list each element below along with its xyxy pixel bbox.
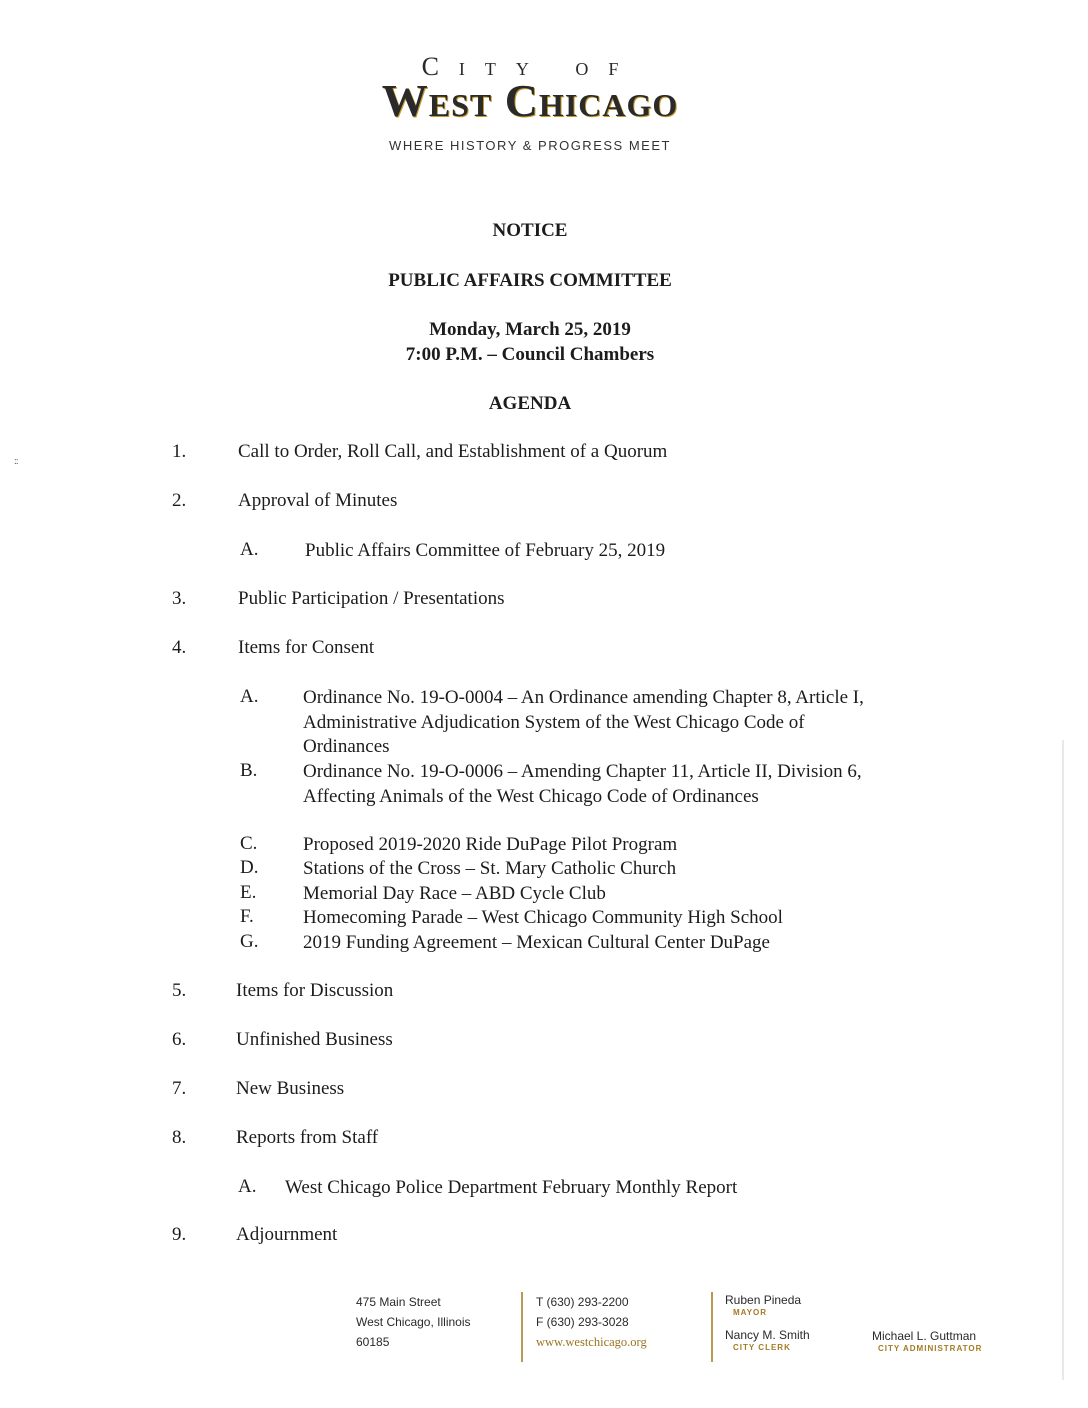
footer-divider [521,1292,523,1362]
website-link[interactable]: www.westchicago.org [536,1335,647,1349]
sub-item-letter: B. [240,760,258,781]
administrator-name: Michael L. Guttman [872,1329,977,1343]
agenda-item-number: 8. [172,1127,187,1148]
sub-item-letter: A. [238,1176,257,1197]
footer-divider [711,1292,713,1362]
footer-address [356,1292,471,1352]
meeting-time-place: 7:00 P.M. – Council Chambers [405,344,655,365]
footer-contact [536,1292,647,1352]
agenda-item-text: Unfinished Business [236,1029,393,1050]
mayor-name: Ruben Pineda [725,1293,802,1307]
agenda-item-text: Reports from Staff [236,1127,379,1148]
sub-item-text: West Chicago Police Department February Monthly Report [285,1177,738,1198]
logo-city-name: West Chicago [381,75,679,126]
agenda-item-text: Items for Discussion [236,980,394,1001]
sub-item-text: Homecoming Parade – West Chicago Community High School [303,907,783,928]
sub-item-text: Ordinance No. 19-O-0004 – An Ordinance amending Chapter 8, Article I, Administrative Adjudication System of the West Chicago Code of Ordinances [303,687,864,757]
sub-item-text: Stations of the Cross – St. Mary Catholic Church [303,858,677,879]
tagline: WHERE HISTORY & PROGRESS MEET [389,138,671,153]
fax-number: F (630) 293-3028 [536,1315,629,1329]
agenda-item-text: Call to Order, Roll Call, and Establishment of a Quorum [238,441,668,462]
footer-officials [725,1292,810,1352]
address-zip: 60185 [356,1335,390,1349]
sub-item-text: Memorial Day Race – ABD Cycle Club [303,883,606,904]
footer-administrator [872,1328,982,1353]
notice-heading: NOTICE [492,220,568,241]
scan-edge [1062,740,1064,1380]
agenda-item-number: 6. [172,1029,187,1050]
clerk-role: CITY CLERK [733,1343,791,1352]
agenda-item-text: Public Participation / Presentations [238,588,505,609]
agenda-item-text: Adjournment [236,1224,338,1245]
agenda-item-number: 4. [172,637,187,658]
sub-item-text: 2019 Funding Agreement – Mexican Cultural Center DuPage [303,932,770,953]
agenda-item-text: Items for Consent [238,637,375,658]
agenda-item-number: 7. [172,1078,187,1099]
agenda-item-number: 5. [172,980,187,1001]
sub-item-text: Proposed 2019-2020 Ride DuPage Pilot Program [303,834,678,855]
clerk-name: Nancy M. Smith [725,1328,810,1342]
margin-mark: :: [14,456,18,467]
sub-item-letter: E. [240,882,257,903]
agenda-heading: AGENDA [488,393,572,414]
sub-item-letter: F. [240,906,254,927]
sub-item-letter: A. [240,686,259,707]
committee-heading: PUBLIC AFFAIRS COMMITTEE [388,270,672,291]
sub-item-letter: A. [240,539,259,560]
sub-item-letter: D. [240,857,259,878]
address-street: 475 Main Street [356,1295,441,1309]
phone-number: T (630) 293-2200 [536,1295,629,1309]
sub-item-text: Public Affairs Committee of February 25, 2019 [305,540,666,561]
sub-item-letter: C. [240,833,258,854]
agenda-item-number: 2. [172,490,187,511]
address-city: West Chicago, Illinois [356,1315,471,1329]
agenda-item-text: Approval of Minutes [238,490,398,511]
logo-city-of: City of [421,52,639,81]
agenda-item-number: 9. [172,1224,187,1245]
sub-item-letter: G. [240,931,259,952]
agenda-item-number: 3. [172,588,187,609]
sub-item-text: Ordinance No. 19-O-0006 – Amending Chapter 11, Article II, Division 6, Affecting Animals of the West Chicago Code of Ordinances [303,761,862,807]
agenda-item-text: New Business [236,1078,345,1099]
meeting-date: Monday, March 25, 2019 [429,319,631,340]
mayor-role: MAYOR [733,1308,768,1317]
agenda-item-number: 1. [172,441,187,462]
administrator-role: CITY ADMINISTRATOR [878,1344,983,1353]
